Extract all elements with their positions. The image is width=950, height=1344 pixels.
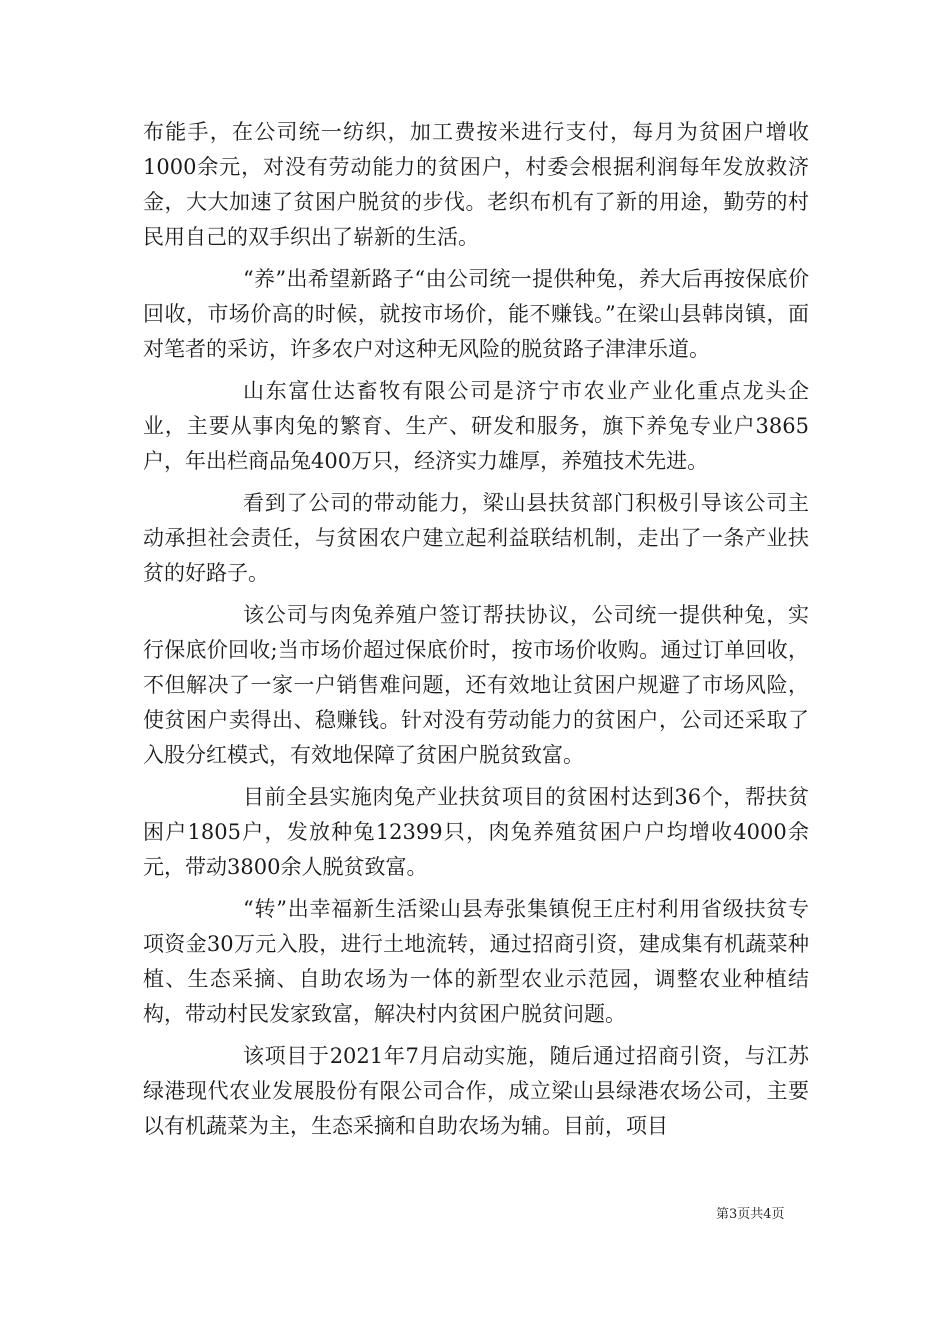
- page-number-footer: 第3页共4页: [716, 1207, 785, 1222]
- paragraph-8: 该项目于2021年7月启动实施，随后通过招商引资，与江苏绿港现代农业发展股份有限公司合作，成立梁山县绿港农场公司，主要以有机蔬菜为主，生态采摘和自助农场为辅。目前，项目: [143, 1044, 809, 1138]
- paragraph-1: 布能手，在公司统一纺织，加工费按米进行支付，每月为贫困户增收1000余元，对没有劳动能力的贫困户，村委会根据利润每年发放救济金，大大加速了贫困户脱贫的步伐。老织布机有了新的用途，勤劳的村民用自己的双手织出了崭新的生活。: [143, 120, 809, 249]
- paragraph-2: “养”出希望新路子“由公司统一提供种兔，养大后再按保底价回收，市场价高的时候，就按市场价，能不赚钱。”在梁山县韩岗镇，面对笔者的采访，许多农户对这种无风险的脱贫路子津津乐道。: [143, 267, 809, 361]
- paragraph-6: 目前全县实施肉兔产业扶贫项目的贫困村达到36个，帮扶贫困户1805户，发放种兔12399只，肉兔养殖贫困户户均增收4000余元，带动3800余人脱贫致富。: [143, 785, 809, 879]
- paragraph-5: 该公司与肉兔养殖户签订帮扶协议，公司统一提供种兔，实行保底价回收;当市场价超过保底价时，按市场价收购。通过订单回收，不但解决了一家一户销售难问题，还有效地让贫困户规避了市场风险，使贫困户卖得出、稳赚钱。针对没有劳动能力的贫困户，公司还采取了入股分红模式，有效地保障了贫困户脱贫致富。: [143, 603, 809, 767]
- document-body: [143, 115, 809, 1151]
- paragraph-7: “转”出幸福新生活梁山县寿张集镇倪王庄村利用省级扶贫专项资金30万元入股，进行土地流转，通过招商引资，建成集有机蔬菜种植、生态采摘、自助农场为一体的新型农业示范园，调整农业种植结构，带动村民发家致富，解决村内贫困户脱贫问题。: [143, 897, 809, 1026]
- paragraph-3: 山东富仕达畜牧有限公司是济宁市农业产业化重点龙头企业，主要从事肉兔的繁育、生产、研发和服务，旗下养兔专业户3865户，年出栏商品兔400万只，经济实力雄厚，养殖技术先进。: [143, 379, 809, 473]
- paragraph-4: 看到了公司的带动能力，梁山县扶贫部门积极引导该公司主动承担社会责任，与贫困农户建立起利益联结机制，走出了一条产业扶贫的好路子。: [143, 491, 809, 585]
